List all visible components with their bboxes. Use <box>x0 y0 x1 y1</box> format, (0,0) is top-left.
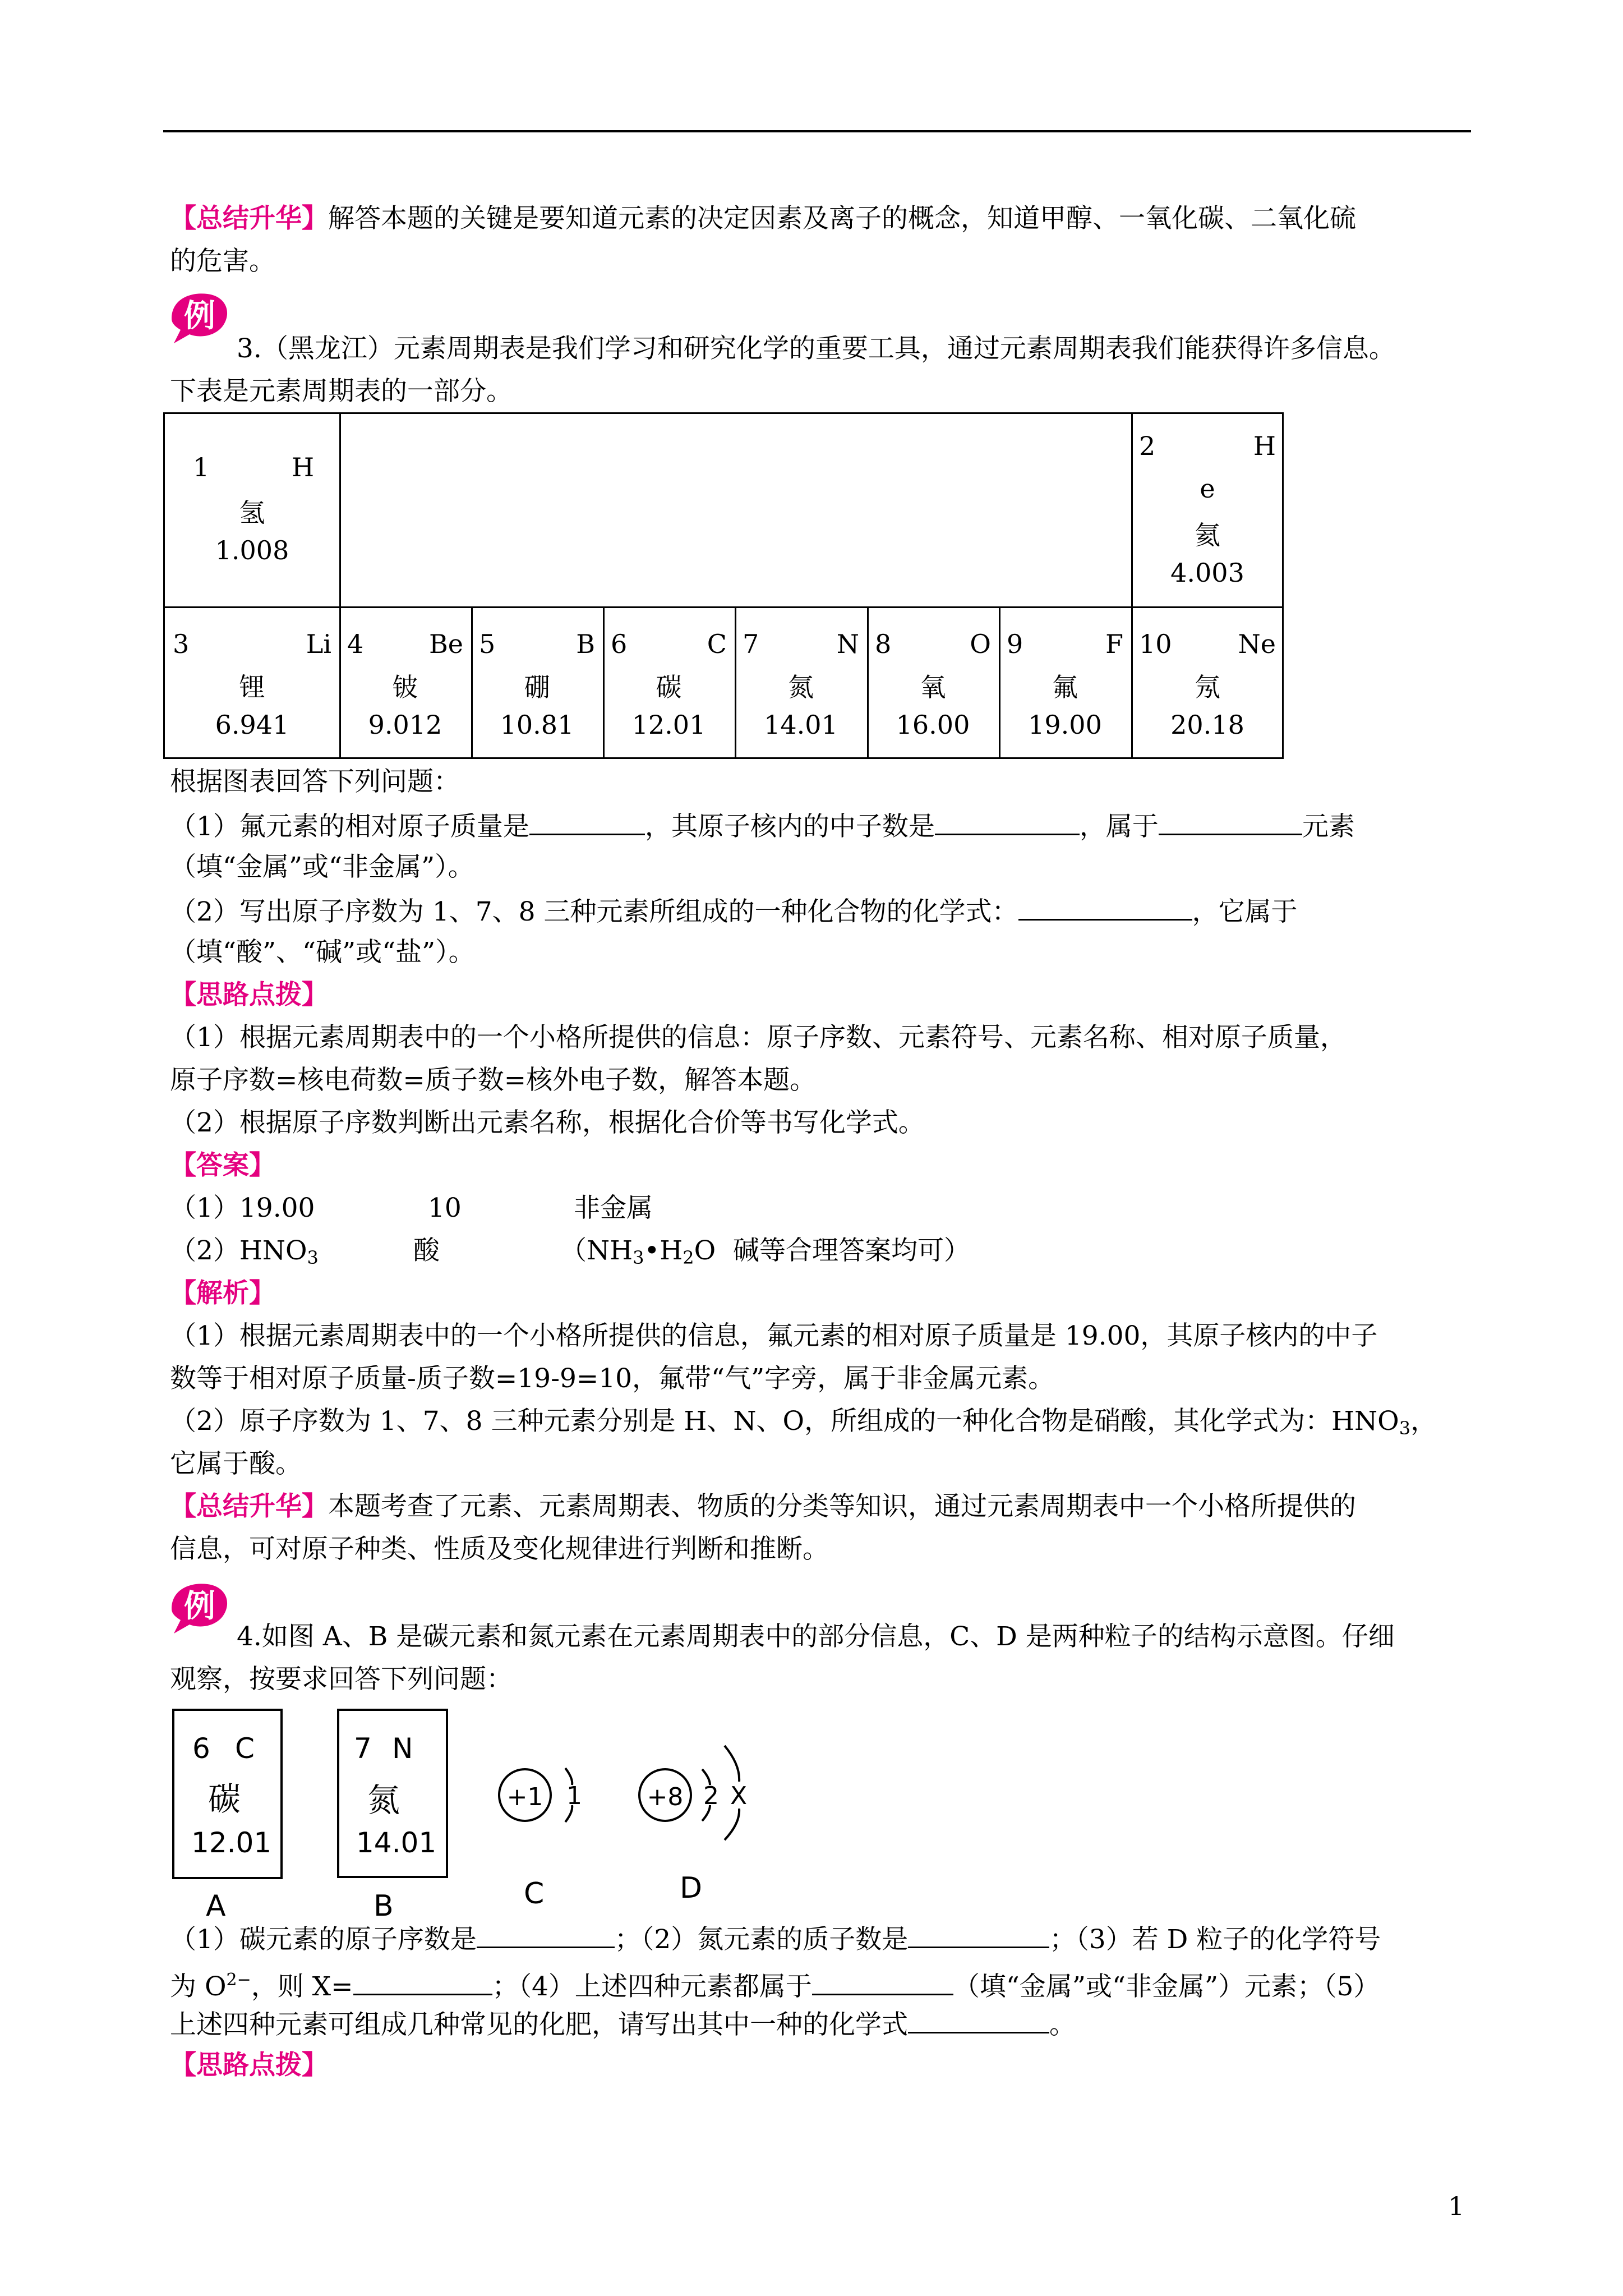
q4-line-2: 观察，按要求回答下列问题： <box>170 1664 513 1695</box>
figure-box-b: 7 N 氮 14.01 <box>337 1709 448 1878</box>
q3-summary-2: 信息，可对原子种类、性质及变化规律进行判断和推断。 <box>170 1534 829 1565</box>
cell-carbon: 6 C 碳 12.01 <box>611 629 727 740</box>
svg-text:+8: +8 <box>647 1783 684 1811</box>
cell-helium: 2 H e 氦 4.003 <box>1139 431 1276 588</box>
cell-boron: 5 B 硼 10.81 <box>479 629 595 740</box>
answer-blank[interactable] <box>908 1922 1049 1948</box>
q3-part1-line2: （填“金属”或“非金属”）。 <box>170 852 474 882</box>
q3-analysis-3: （2）原子序数为 1、7、8 三种元素分别是 H、N、O，所组成的一种化合物是硝酸，其化学式为：$HNO_3$， <box>170 1406 1437 1439</box>
q4-question-line-3: 上述四种元素可组成几种常见的化肥，请写出其中一种的化学式 。 <box>170 2007 1076 2041</box>
figure-label-c: C <box>524 1877 545 1911</box>
svg-text:+1: +1 <box>506 1783 543 1811</box>
q3-line-2: 下表是元素周期表的一部分。 <box>170 376 513 407</box>
cell-lithium: 3 Li 锂 6.941 <box>173 629 331 740</box>
header-rule <box>163 130 1471 132</box>
answer-blank[interactable] <box>908 2007 1049 2033</box>
answer-blank[interactable] <box>935 809 1080 835</box>
summary-line-2: 的危害。 <box>170 246 275 277</box>
q4-question-line-2: 为 $O^{2-}$，则 X= ；（4）上述四种元素都属于 （填“金属”或“非金属”）元素；（5） <box>170 1970 1380 2002</box>
q3-analysis-heading: 【解析】 <box>170 1278 275 1309</box>
q3-summary-1: 【总结升华】本题考查了元素、元素周期表、物质的分类等知识，通过元素周期表中一个小格所提供的 <box>170 1491 1356 1522</box>
q3-analysis-1: （1）根据元素周期表中的一个小格所提供的信息，氟元素的相对原子质量是 19.00，其原子核内的中子 <box>170 1320 1378 1351</box>
q4-line-1: 4.如图 A、B 是碳元素和氮元素在元素周期表中的部分信息，C、D 是两种粒子的结构示意图。仔细 <box>237 1621 1395 1652</box>
q3-answer-heading: 【答案】 <box>170 1150 275 1181</box>
q3-hint-heading: 【思路点拨】 <box>170 979 328 1010</box>
answer-blank[interactable] <box>353 1969 492 1995</box>
q4-hint-heading: 【思路点拨】 <box>170 2050 328 2081</box>
svg-text:例: 例 <box>184 1588 215 1625</box>
answer-blank[interactable] <box>1159 809 1302 835</box>
q3-hint-2: 原子序数=核电荷数=质子数=核外电子数，解答本题。 <box>170 1065 817 1096</box>
summary-tag: 【总结升华】 <box>170 203 328 234</box>
cell-neon: 10 Ne 氖 20.18 <box>1139 629 1276 740</box>
figure-label-a: A <box>206 1889 226 1923</box>
periodic-table <box>163 412 1284 759</box>
q3-prompt: 根据图表回答下列问题： <box>170 766 460 797</box>
q3-hint-3: （2）根据原子序数判断出元素名称，根据化合价等书写化学式。 <box>170 1107 925 1138</box>
q3-analysis-4: 它属于酸。 <box>170 1448 302 1479</box>
figure-label-d: D <box>680 1871 703 1905</box>
svg-text:1: 1 <box>566 1782 582 1810</box>
q3-answer-1: （1）19.00 10 非金属 <box>170 1193 653 1223</box>
answer-blank[interactable] <box>529 809 645 835</box>
answer-blank[interactable] <box>1018 894 1192 921</box>
q3-part1-line1: （1）氟元素的相对原子质量是 ，其原子核内的中子数是 ，属于 元素 <box>170 809 1355 843</box>
q4-question-line-1: （1）碳元素的原子序数是 ；（2）氮元素的质子数是 ；（3）若 D 粒子的化学符号 <box>170 1922 1381 1955</box>
cell-oxygen: 8 O 氧 16.00 <box>875 629 991 740</box>
q3-hint-1: （1）根据元素周期表中的一个小格所提供的信息：原子序数、元素符号、元素名称、相对原子质量， <box>170 1022 1347 1053</box>
figure-box-a: 6 C 碳 12.01 <box>172 1709 283 1879</box>
cell-fluorine: 9 F 氟 19.00 <box>1007 629 1123 740</box>
example-badge-icon <box>167 1580 233 1635</box>
svg-text:X: X <box>730 1782 748 1810</box>
answer-blank[interactable] <box>477 1922 615 1948</box>
example-badge-icon <box>167 289 233 344</box>
figure-label-b: B <box>374 1889 394 1923</box>
svg-text:2: 2 <box>703 1782 719 1810</box>
q3-answer-2: $(2)HNO_3$ 酸 （$NH_3•H_2O$ 碱等合理答案均可） <box>170 1235 970 1268</box>
atom-structure-d <box>628 1739 768 1846</box>
q3-line-1: 3.（黑龙江）元素周期表是我们学习和研究化学的重要工具，通过元素周期表我们能获得许多信息。 <box>237 333 1395 364</box>
atom-structure-c <box>494 1756 594 1834</box>
summary-line-1: 【总结升华】解答本题的关键是要知道元素的决定因素及离子的概念，知道甲醇、一氧化碳、二氧化硫 <box>170 203 1356 234</box>
q3-part2-line1: （2）写出原子序数为 1、7、8 三种元素所组成的一种化合物的化学式： ，它属于 <box>170 894 1298 928</box>
cell-beryllium: 4 Be 铍 9.012 <box>347 629 463 740</box>
page-number: 1 <box>1448 2191 1465 2221</box>
cell-hydrogen: 1 H 氢 1.008 <box>193 452 315 565</box>
cell-nitrogen: 7 N 氮 14.01 <box>743 629 859 740</box>
q3-analysis-2: 数等于相对原子质量-质子数=19-9=10，氟带“气”字旁，属于非金属元素。 <box>170 1363 1055 1394</box>
svg-text:例: 例 <box>184 298 215 334</box>
q3-part2-line2: （填“酸”、“碱”或“盐”）。 <box>170 937 475 968</box>
answer-blank[interactable] <box>812 1969 953 1995</box>
